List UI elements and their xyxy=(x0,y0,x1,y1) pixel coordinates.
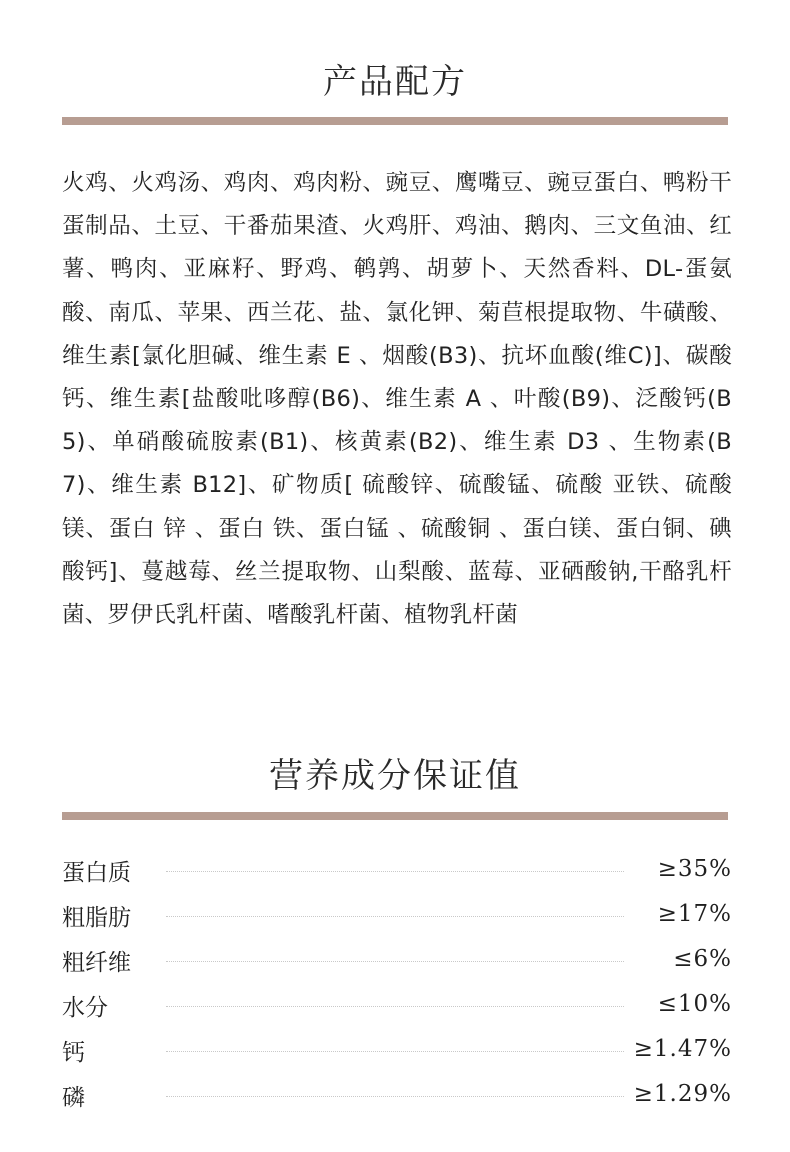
nutrient-value: ≥17% xyxy=(657,901,732,927)
formula-title: 产品配方 xyxy=(323,62,467,102)
dotted-leader xyxy=(166,916,624,917)
ingredients-text: 火鸡、火鸡汤、鸡肉、鸡肉粉、豌豆、鹰嘴豆、豌豆蛋白、鸭粉干蛋制品、土豆、干番茄果渣、火鸡肝、鸡油、鹅肉、三文鱼油、红薯、鸭肉、亚麻籽、野鸡、鹌鹑、胡萝卜、天然香料、DL-蛋氨酸、南瓜、苹果、西兰花、盐、氯化钾、菊苣根提取物、牛磺酸、维生素[氯化胆碱、维生素 E 、烟酸(B3)、抗坏血酸(维C)]、碳酸钙、维生素[盐酸吡哆醇(B6)、维生素 A 、叶酸(B9)、泛酸钙(B5)、单硝酸硫胺素(B1)、核黄素(B2)、维生素 D3 、生物素(B7)、维生素 B12]、矿物质[ 硫酸锌、硫酸锰、硫酸 亚铁、硫酸镁、蛋白 锌 、蛋白 铁、蛋白锰 、硫酸铜 、蛋白镁、蛋白铜、碘酸钙]、蔓越莓、丝兰提取物、山梨酸、蓝莓、亚硒酸钠,干酪乳杆菌、罗伊氏乳杆菌、嗜酸乳杆菌、植物乳杆菌 xyxy=(62,170,732,629)
nutrient-value: ≥35% xyxy=(657,856,732,882)
nutrition-row-calcium xyxy=(62,1028,732,1073)
nutrition-row-fat xyxy=(62,893,732,938)
nutrition-title: 营养成分保证值 xyxy=(269,756,521,796)
dotted-leader xyxy=(166,961,624,962)
dotted-leader xyxy=(166,1096,624,1097)
nutrition-table xyxy=(62,848,732,1118)
dotted-leader xyxy=(166,1051,624,1052)
nutrient-value: ≥1.29% xyxy=(633,1081,732,1107)
nutrient-name: 粗脂肪 xyxy=(62,905,131,931)
nutrient-name: 粗纤维 xyxy=(62,950,131,976)
nutrient-value: ≤6% xyxy=(673,946,732,972)
nutrient-value: ≥1.47% xyxy=(633,1036,732,1062)
nutrient-value: ≤10% xyxy=(657,991,732,1017)
nutrient-name: 蛋白质 xyxy=(62,860,131,886)
nutrition-divider xyxy=(62,812,728,820)
nutrient-name: 磷 xyxy=(62,1085,85,1111)
dotted-leader xyxy=(166,871,624,872)
nutrient-name: 钙 xyxy=(62,1040,85,1066)
nutrition-row-phosphorus xyxy=(62,1073,732,1118)
nutrition-row-moisture xyxy=(62,983,732,1028)
nutrition-row-protein xyxy=(62,848,732,893)
dotted-leader xyxy=(166,1006,624,1007)
formula-divider xyxy=(62,117,728,125)
nutrition-row-fiber xyxy=(62,938,732,983)
nutrient-name: 水分 xyxy=(62,995,108,1021)
